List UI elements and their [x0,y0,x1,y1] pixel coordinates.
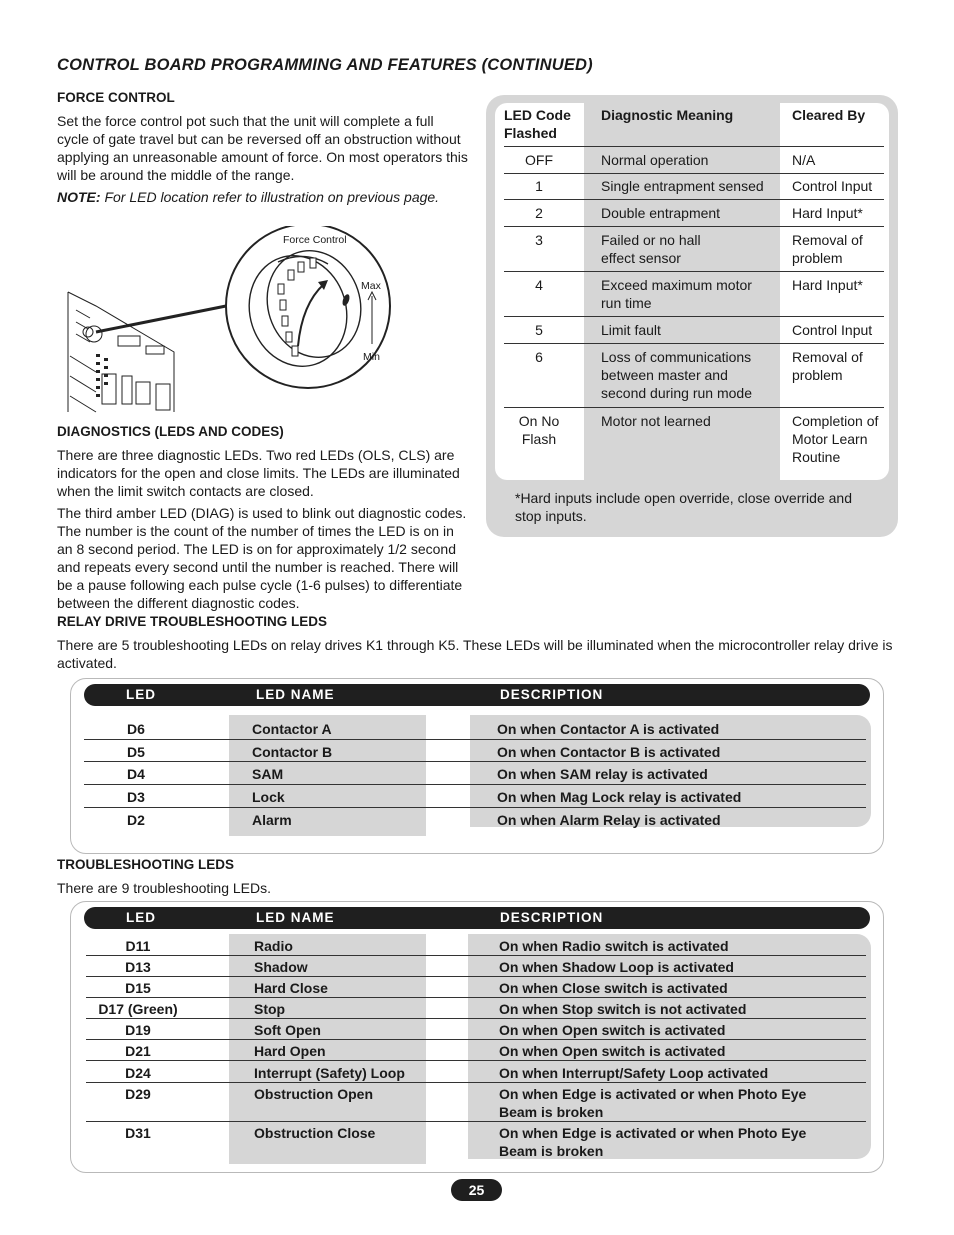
relay-header-name: LED NAME [256,687,335,702]
note-label: NOTE: [57,189,101,205]
trouble-divider [86,976,866,977]
diag-code: On No Flash [518,413,560,447]
relay-description: On when Mag Lock relay is activated [497,789,742,805]
force-control-note [57,188,477,206]
diag-divider [504,199,884,200]
trouble-led: D13 [125,959,151,975]
trouble-description: On when Edge is activated or when Photo Eye Beam is broken [499,1125,807,1159]
trouble-led: D31 [125,1125,151,1141]
relay-led: D4 [127,766,145,782]
diag-divider [504,343,884,344]
relay-heading: RELAY DRIVE TROUBLESHOOTING LEDS [57,614,328,629]
relay-text: There are 5 troubleshooting LEDs on relay drives K1 through K5. These LEDs will be illuminated when the microcontroller relay drive is activated. [57,637,893,671]
trouble-description: On when Open switch is activated [499,1022,726,1038]
trouble-led: D21 [125,1043,151,1059]
diag-divider [504,173,884,174]
relay-header-description: DESCRIPTION [500,687,604,702]
trouble-led-name: Stop [254,1001,286,1017]
diag-code: 4 [535,277,543,293]
relay-description: On when Alarm Relay is activated [497,812,721,828]
relay-description: On when Contactor A is activated [497,721,720,737]
relay-header-led: LED [126,687,156,702]
page-title: CONTROL BOARD PROGRAMMING AND FEATURES (CONTINUED) [57,56,593,74]
diag-header-code: LED Code Flashed [504,107,571,141]
trouble-header-led: LED [126,910,156,925]
diag-code: 5 [535,322,543,338]
diag-divider [504,226,884,227]
relay-divider [84,807,866,808]
diag-divider [504,271,884,272]
trouble-led: D24 [125,1065,151,1081]
diag-code: OFF [525,152,553,168]
relay-led-name: Lock [252,789,285,805]
relay-led: D3 [127,789,145,805]
diag-cleared: N/A [792,152,816,168]
troubleshooting-heading: TROUBLESHOOTING LEDS [57,857,235,872]
relay-divider [84,739,866,740]
diag-cleared: Removal of problem [792,232,863,266]
trouble-led-name: Soft Open [254,1022,321,1038]
relay-description: On when Contactor B is activated [497,744,721,760]
relay-description: On when SAM relay is activated [497,766,708,782]
diag-footnote: *Hard inputs include open override, close override and stop inputs. [515,490,852,524]
diag-cleared: Hard Input* [792,277,863,293]
diag-cleared: Removal of problem [792,349,863,383]
trouble-divider [86,955,866,956]
force-control-heading: FORCE CONTROL [57,90,175,105]
trouble-description: On when Interrupt/Safety Loop activated [499,1065,769,1081]
force-control-text: Set the force control pot such that the unit will complete a full cycle of gate travel but can be reversed off an obstruction without applying an unreasonable amount of force. On most operators this will be around the middle of the range. [57,113,468,183]
diag-divider [504,146,884,147]
trouble-led: D29 [125,1086,151,1102]
diag-meaning: Exceed maximum motor run time [601,277,752,311]
diag-code: 6 [535,349,543,365]
trouble-led-name: Obstruction Open [254,1086,373,1102]
diag-meaning: Motor not learned [601,413,711,429]
note-text: For LED location refer to illustration on previous page. [100,189,440,205]
trouble-led-name: Interrupt (Safety) Loop [254,1065,405,1081]
relay-table-header [84,684,870,706]
diag-code: 3 [535,232,543,248]
diag-cleared: Hard Input* [792,205,863,221]
trouble-divider [86,1039,866,1040]
diagnostics-para-2: The third amber LED (DIAG) is used to blink out diagnostic codes. The number is the count of the number of times the LED is on in an 8 second period. The LED is on for approximately 1/2 second and repeats every second until the number is reached. There will be a pause following each pulse cycle (1-6 pulses) to differentiate between the different diagnostic codes. [57,505,467,611]
relay-led-name: Alarm [252,812,292,828]
diag-meaning: Normal operation [601,152,709,168]
relay-led-name: Contactor B [252,744,333,760]
diag-meaning: Failed or no hall effect sensor [601,232,701,266]
trouble-led: D11 [125,938,151,954]
diagnostics-heading: DIAGNOSTICS (LEDS AND CODES) [57,424,284,439]
trouble-led-name: Radio [254,938,293,954]
trouble-description: On when Stop switch is not activated [499,1001,747,1017]
diag-meaning: Loss of communications between master and second during run mode [601,349,752,401]
trouble-header-name: LED NAME [256,910,335,925]
troubleshooting-text: There are 9 troubleshooting LEDs. [57,880,272,896]
trouble-led-name: Obstruction Close [254,1125,376,1141]
diag-meaning: Single entrapment sensed [601,178,764,194]
diag-cleared: Control Input [792,178,873,194]
diag-code: 2 [535,205,543,221]
trouble-divider [86,1121,866,1122]
diag-cleared: Completion of Motor Learn Routine [792,413,879,465]
trouble-description: On when Edge is activated or when Photo Eye Beam is broken [499,1086,807,1120]
relay-led: D2 [127,812,145,828]
diag-meaning: Double entrapment [601,205,721,221]
diag-meaning: Limit fault [601,322,661,338]
trouble-divider [86,997,866,998]
diag-header-cleared: Cleared By [792,107,866,123]
troubleshooting-table-header [84,907,870,929]
trouble-description: On when Open switch is activated [499,1043,726,1059]
trouble-led-name: Hard Close [254,980,328,996]
trouble-description: On when Shadow Loop is activated [499,959,734,975]
diag-code: 1 [535,178,543,194]
trouble-divider [86,1018,866,1019]
figure-max-label: Max [361,280,381,292]
trouble-led-name: Shadow [254,959,308,975]
force-control-illustration [66,226,411,414]
figure-min-label: Min [363,351,380,363]
diag-divider [504,316,884,317]
trouble-led: D19 [125,1022,151,1038]
trouble-description: On when Radio switch is activated [499,938,729,954]
diag-cleared: Control Input [792,322,873,338]
trouble-description: On when Close switch is activated [499,980,728,996]
relay-led-name: Contactor A [252,721,332,737]
control-board-drawing [66,226,411,414]
trouble-divider [86,1082,866,1083]
relay-divider [84,784,866,785]
trouble-divider [86,1060,866,1061]
trouble-led: D17 (Green) [98,1001,178,1017]
trouble-header-description: DESCRIPTION [500,910,604,925]
trouble-led-name: Hard Open [254,1043,326,1059]
relay-led: D5 [127,744,145,760]
diag-divider [504,407,884,408]
relay-divider [84,761,866,762]
figure-label: Force Control [283,234,347,246]
diagnostics-para-1: There are three diagnostic LEDs. Two red LEDs (OLS, CLS) are indicators for the open and close limits. The LEDs are illuminated when the limit switch contacts are closed. [57,447,460,499]
relay-led: D6 [127,721,145,737]
page-number: 25 [451,1179,502,1201]
diag-header-meaning: Diagnostic Meaning [601,107,734,123]
relay-led-name: SAM [252,766,284,782]
trouble-led: D15 [125,980,151,996]
